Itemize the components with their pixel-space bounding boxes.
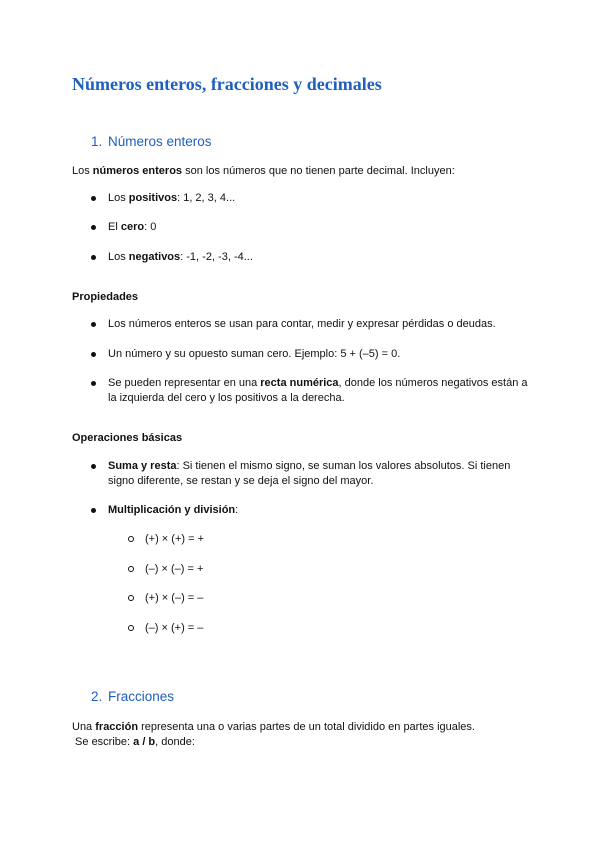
text-run: : 0	[144, 221, 157, 233]
list-item-positivos	[108, 191, 538, 206]
intro-paragraph	[72, 164, 455, 179]
text-run: , donde:	[155, 736, 195, 748]
list-item-property	[108, 317, 538, 332]
text-run: Los números enteros se usan para contar, medir y expresar pérdidas o deudas.	[108, 318, 496, 330]
bold-term: Suma y resta	[108, 460, 177, 472]
text-run: Los	[108, 251, 129, 263]
section-heading-fracciones	[91, 689, 174, 704]
text-run: Se escribe:	[72, 736, 134, 748]
text-run: Se pueden representar en una	[108, 377, 261, 389]
sign-rule: (+) × (–) = –	[145, 592, 204, 604]
bold-term: cero	[120, 221, 145, 233]
bold-term: fracción	[95, 721, 139, 733]
sign-rule: (–) × (–) = +	[145, 563, 204, 575]
subheading-propiedades: Propiedades	[72, 291, 139, 303]
section-number: 1.	[91, 134, 103, 149]
text-run: Los	[72, 165, 93, 177]
list-item-property	[108, 376, 538, 406]
fraction-notation	[72, 735, 195, 750]
text-run: , donde los números negativos están a la izquierda del cero y los positivos a la derecha.	[108, 377, 528, 404]
list-item-property	[108, 347, 538, 362]
text-run: : -1, -2, -3, -4...	[180, 251, 253, 263]
bold-term: números enteros	[92, 165, 183, 177]
text-run: El	[108, 221, 121, 233]
list-item-negativos	[108, 250, 538, 265]
subheading-operaciones: Operaciones básicas	[72, 432, 183, 444]
sign-rule: (–) × (+) = –	[145, 622, 204, 634]
bold-term: negativos	[128, 251, 181, 263]
bold-term: positivos	[128, 192, 178, 204]
fraction-definition	[72, 720, 475, 735]
text-run: Los	[108, 192, 129, 204]
document-title: Números enteros, fracciones y decimales	[72, 74, 382, 94]
text-run: : 1, 2, 3, 4...	[177, 192, 236, 204]
section-title: Fracciones	[108, 689, 175, 704]
text-run: : Si tienen el mismo signo, se suman los valores absolutos. Si tienen signo diferente, se restan y se deja el signo del mayor.	[108, 460, 511, 487]
sign-rule: (+) × (+) = +	[145, 533, 204, 545]
list-item-cero	[108, 220, 538, 235]
text-run: Un número y su opuesto suman cero. Ejemplo: 5 + (–5) = 0.	[108, 348, 401, 360]
bold-term: recta numérica	[260, 377, 339, 389]
text-run: representa una o varias partes de un total dividido en partes iguales.	[138, 721, 475, 733]
text-run: Una	[72, 721, 96, 733]
section-number: 2.	[91, 689, 103, 704]
bold-term: Multiplicación y división	[108, 504, 236, 516]
text-run: son los números que no tienen parte decimal. Incluyen:	[182, 165, 455, 177]
bold-term: a / b	[133, 736, 156, 748]
text-run: :	[235, 504, 239, 516]
list-item-multiplicacion	[108, 503, 538, 518]
list-item-suma-resta	[108, 459, 538, 489]
section-title: Números enteros	[108, 134, 212, 149]
section-heading-numeros-enteros	[91, 134, 212, 149]
